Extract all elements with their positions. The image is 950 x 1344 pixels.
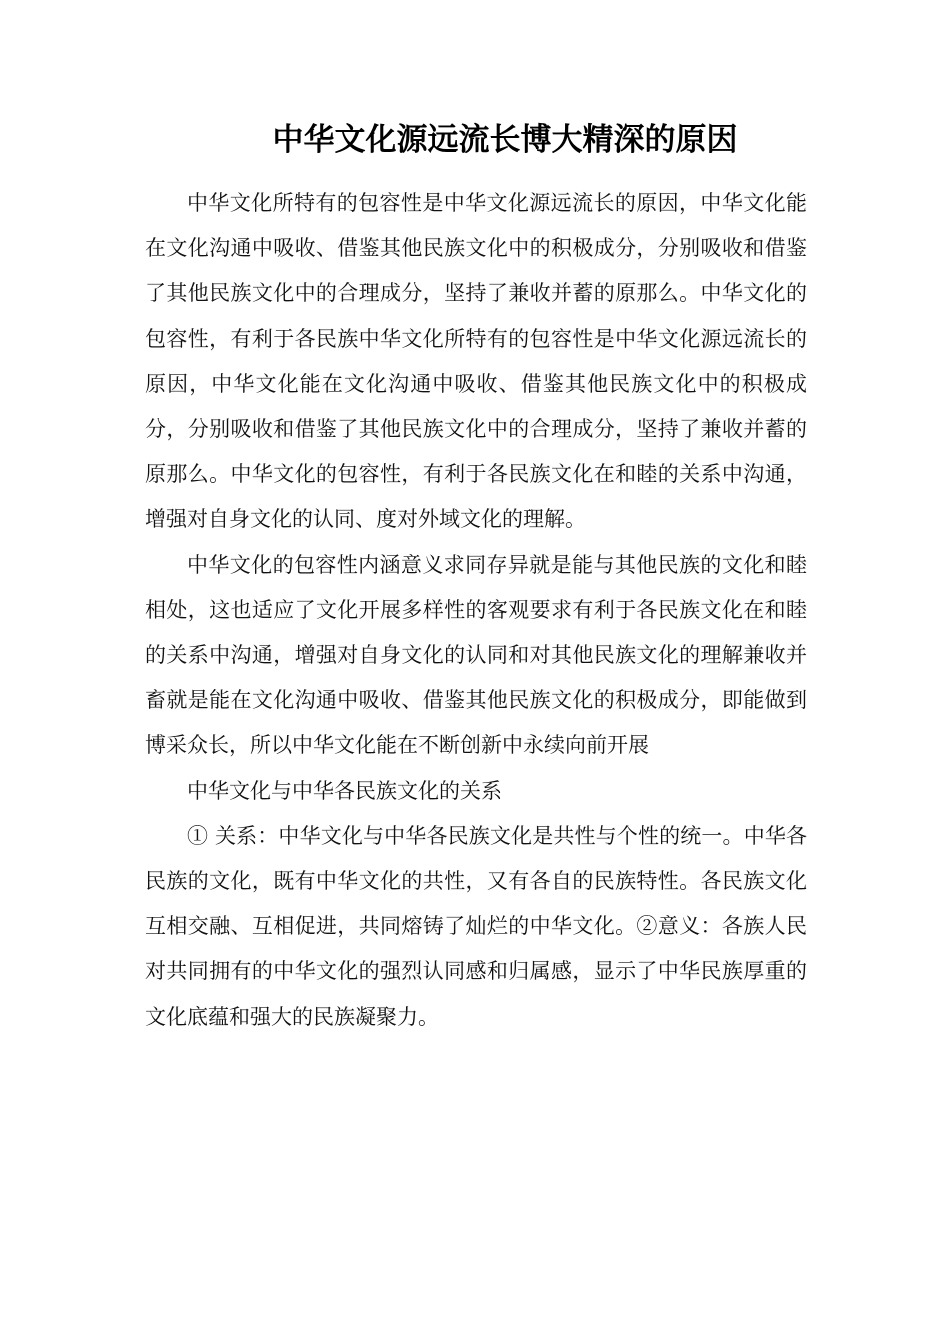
paragraph-relationship: ① 关系：中华文化与中华各民族文化是共性与个性的统一。中华各民族的文化，既有中华文化的共性，又有各自的民族特性。各民族文化互相交融、互相促进，共同熔铸了灿烂的中华文化。②意义：各族人民对共同拥有的中华文化的强烈认同感和归属感，显示了中华民族厚重的文化底蕴和强大的民族凝聚力。 xyxy=(145,823,807,1029)
document-title: 中华文化源远流长博大精深的原因 xyxy=(272,122,738,158)
document-body xyxy=(145,181,807,1040)
paragraph-inclusiveness: 中华文化所特有的包容性是中华文化源远流长的原因，中华文化能在文化沟通中吸收、借鉴其他民族文化中的积极成分，分别吸收和借鉴了其他民族文化中的合理成分，坚持了兼收并蓄的原那么。中华文化的包容性，有利于各民族中华文化所特有的包容性是中华文化源远流长的原因，中华文化能在文化沟通中吸收、借鉴其他民族文化中的积极成分，分别吸收和借鉴了其他民族文化中的合理成分，坚持了兼收并蓄的原那么。中华文化的包容性，有利于各民族文化在和睦的关系中沟通，增强对自身文化的认同、度对外域文化的理解。 xyxy=(145,191,807,532)
paragraph-subheading: 中华文化与中华各民族文化的关系 xyxy=(187,778,502,803)
paragraph-connotation: 中华文化的包容性内涵意义求同存异就是能与其他民族的文化和睦相处，这也适应了文化开展多样性的客观要求有利于各民族文化在和睦的关系中沟通，增强对自身文化的认同和对其他民族文化的理解兼收并畜就是能在文化沟通中吸收、借鉴其他民族文化的积极成分，即能做到博采众长，所以中华文化能在不断创新中永续向前开展 xyxy=(145,552,807,758)
